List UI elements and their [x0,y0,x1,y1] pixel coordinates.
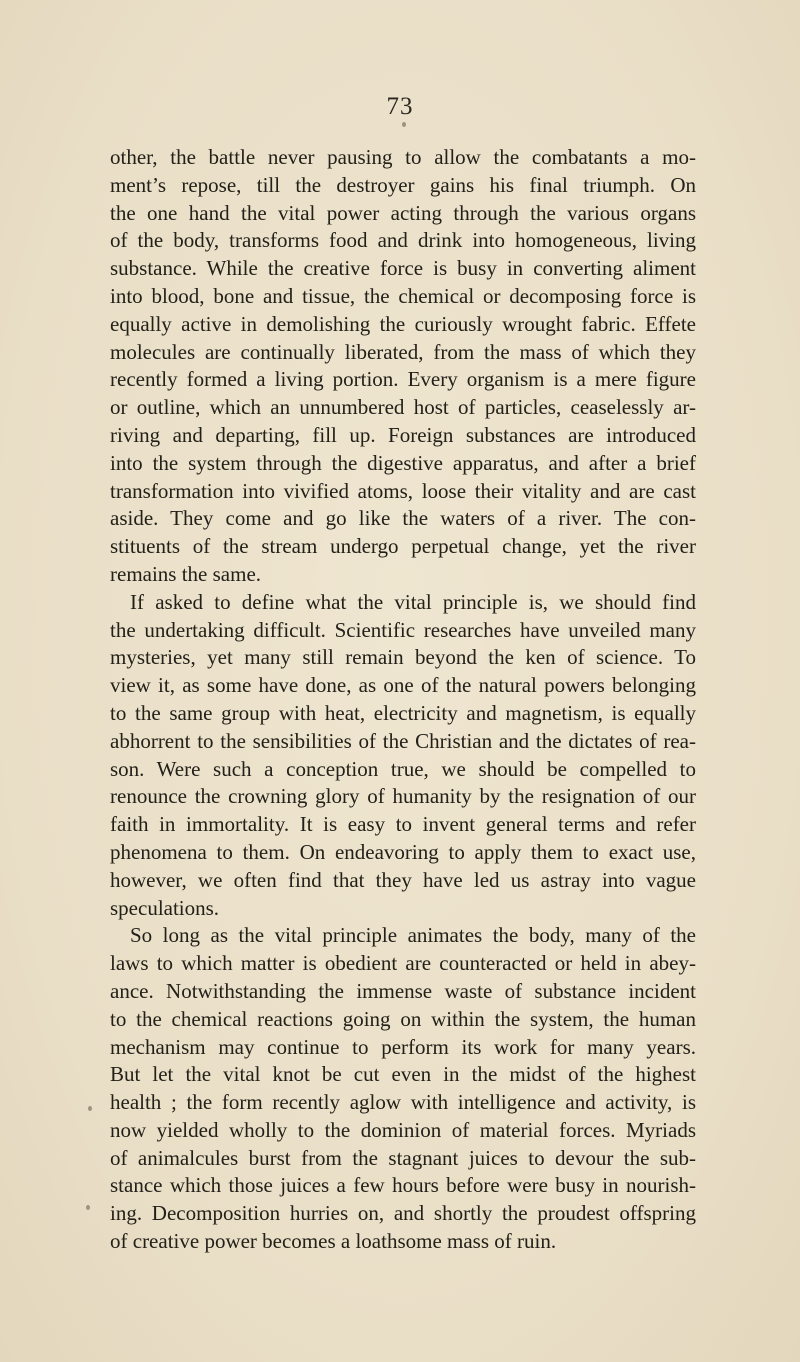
text-line: stance which those juices a few hours before were busy in nourish- [110,1173,696,1198]
text-line: to the same group with heat, electricity and magnetism, is equally [110,700,696,725]
text-line: now yielded wholly to the dominion of material forces. Myriads [110,1117,696,1142]
text-line: remains the same. [110,561,262,586]
text-line: other, the battle never pausing to allow the combatants a mo- [110,145,696,169]
text-line: ance. Notwithstanding the immense waste of substance incident [110,978,696,1003]
text-line: If asked to define what the vital principle is, we should find [130,589,696,614]
text-line: aside. They come and go like the waters of a river. The con- [110,506,696,531]
text-line: equally active in demolishing the curiously wrought fabric. Effete [110,311,696,336]
paper-speck [402,122,406,127]
text-line: ing. Decomposition hurries on, and shortly the proudest offspring [110,1201,696,1226]
text-line: or outline, which an unnumbered host of particles, ceaselessly ar- [110,395,696,420]
text-line: mechanism may continue to perform its work for many years. [110,1034,696,1059]
text-line: into the system through the digestive apparatus, and after a brief [110,450,696,475]
paragraph-3 [110,922,696,1256]
text-line: health ; the form recently aglow with intelligence and activity, is [110,1090,696,1115]
text-line: speculations. [110,895,220,920]
text-line: faith in immortality. It is easy to invent general terms and refer [110,812,696,837]
text-line: recently formed a living portion. Every organism is a mere figure [110,367,696,392]
text-line: stituents of the stream undergo perpetual change, yet the river [110,534,696,559]
paper-speck [88,1106,92,1111]
text-line: molecules are continually liberated, from the mass of which they [110,339,696,364]
paragraph-2 [110,589,696,923]
text-line: transformation into vivified atoms, loose their vitality and are cast [110,478,696,503]
text-line: into blood, bone and tissue, the chemical or decomposing force is [110,283,696,308]
text-line: riving and departing, fill up. Foreign substances are introduced [110,422,696,447]
paper-speck [86,1205,90,1210]
text-line: of the body, transforms food and drink into homogeneous, living [110,228,696,253]
text-line: But let the vital knot be cut even in the midst of the highest [110,1062,696,1087]
text-line: mysteries, yet many still remain beyond the ken of science. To [110,645,696,670]
text-line: the undertaking difficult. Scientific researches have unveiled many [110,617,696,642]
text-line: substance. While the creative force is busy in converting aliment [110,256,696,281]
body-text [110,144,696,1256]
text-line: of animalcules burst from the stagnant juices to devour the sub- [110,1145,696,1170]
text-line: of creative power becomes a loathsome mass of ruin. [110,1229,557,1254]
text-line: phenomena to them. On endeavoring to apply them to exact use, [110,839,696,864]
text-line: the one hand the vital power acting through the various organs [110,200,696,225]
text-line: abhorrent to the sensibilities of the Christian and the dictates of rea- [110,728,696,753]
text-line: view it, as some have done, as one of the natural powers belonging [110,673,696,698]
text-line: So long as the vital principle animates the body, many of the [130,923,696,948]
text-line: to the chemical reactions going on within the system, the human [110,1006,696,1031]
text-line: renounce the crowning glory of humanity by the resignation of our [110,784,696,809]
text-line: however, we often find that they have led us astray into vague [110,867,696,892]
text-line: son. Were such a conception true, we should be compelled to [110,756,696,781]
text-line: laws to which matter is obedient are counteracted or held in abey- [110,951,696,976]
page-number: 73 [386,93,414,120]
text-line: ment’s repose, till the destroyer gains his final triumph. On [110,172,696,197]
paragraph-1 [110,144,696,589]
